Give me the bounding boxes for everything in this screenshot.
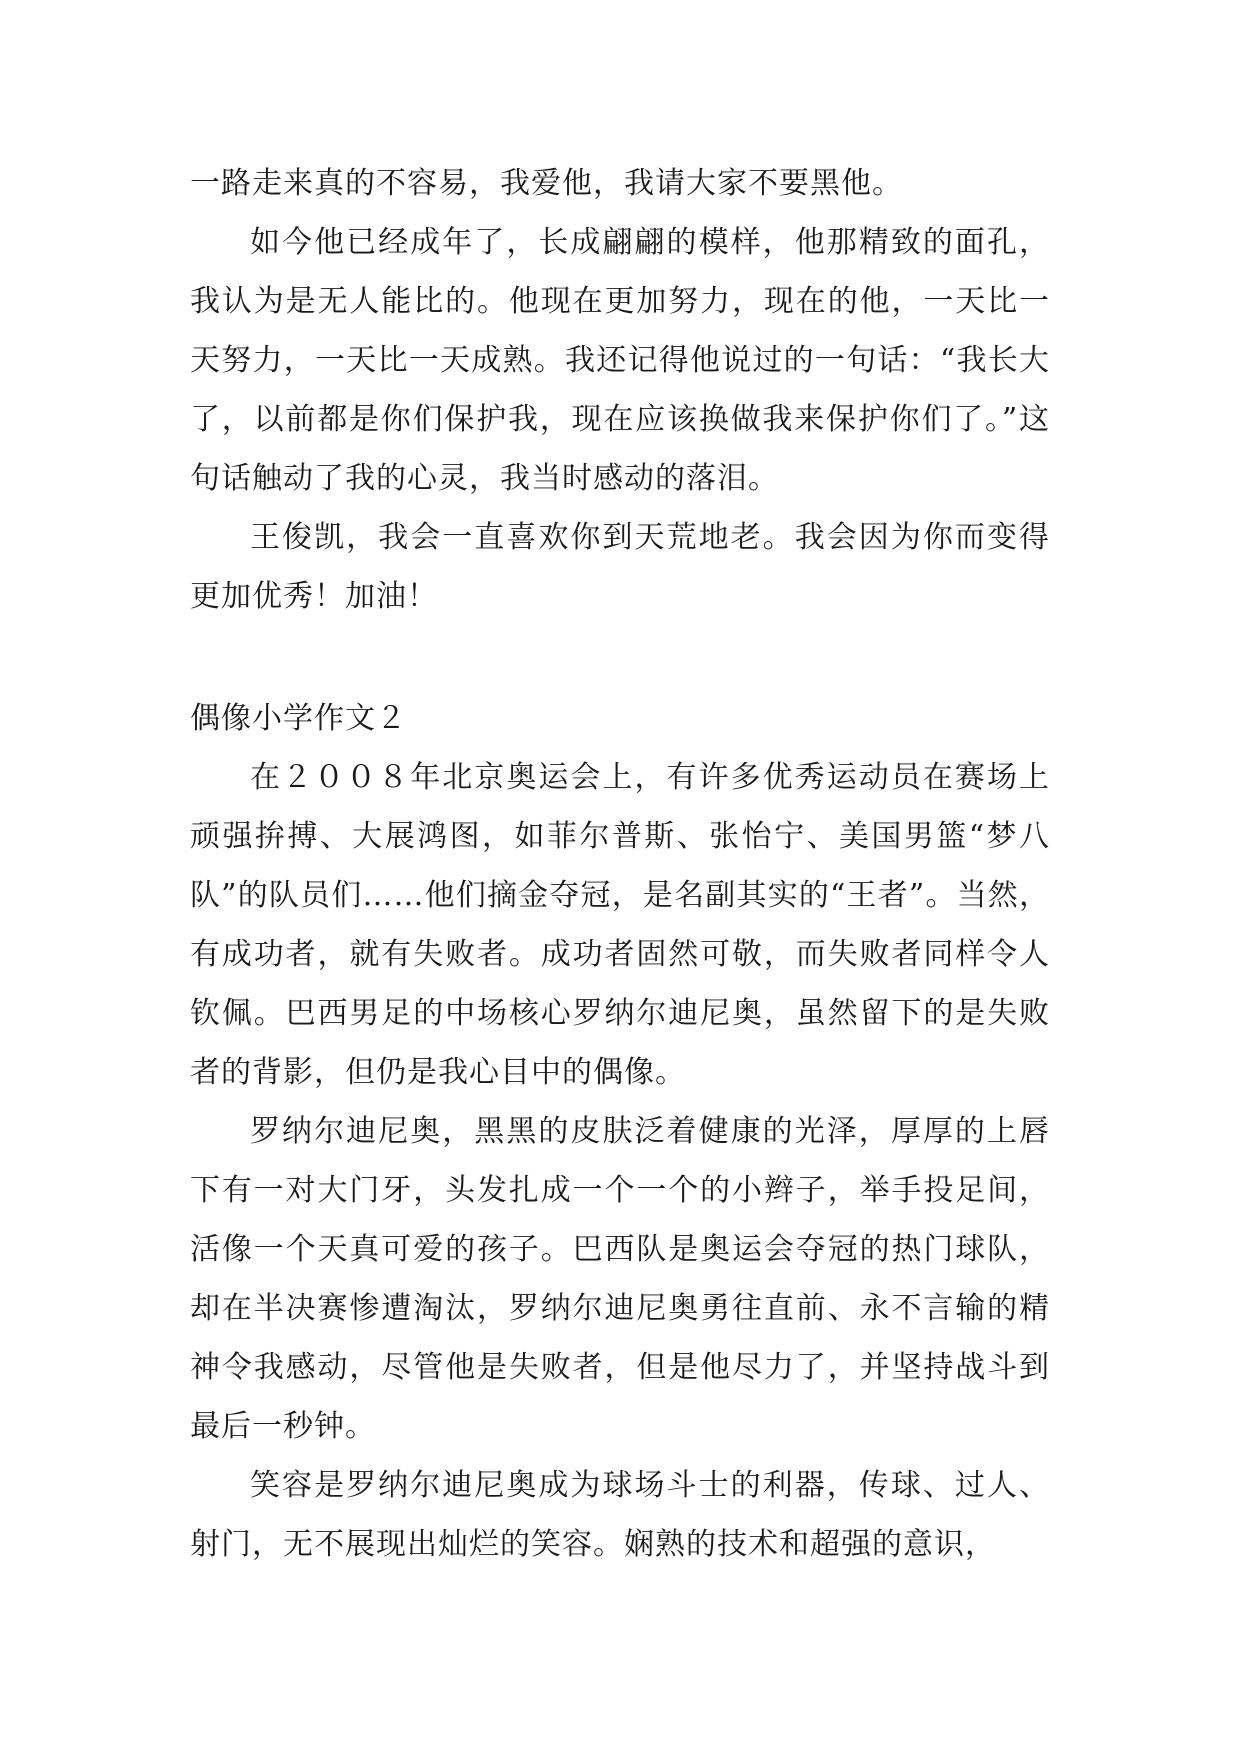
essay-section-2	[190, 689, 1050, 1574]
essay-section-1	[190, 154, 1050, 626]
paragraph: 在２００８年北京奥运会上，有许多优秀运动员在赛场上顽强拚搏、大展鸿图，如菲尔普斯、张怡宁、美国男篮“梦八队”的队员们……他们摘金夺冠，是名副其实的“王者”。当然，有成功者，就有失败者。成功者固然可敬，而失败者同样令人钦佩。巴西男足的中场核心罗纳尔迪尼奥，虽然留下的是失败者的背影，但仍是我心目中的偶像。	[190, 760, 1050, 1090]
paragraph: 王俊凯，我会一直喜欢你到天荒地老。我会因为你而变得更加优秀！加油！	[190, 520, 1050, 614]
paragraph-continuation: 一路走来真的不容易，我爱他，我请大家不要黑他。	[190, 166, 903, 201]
essay-heading: 偶像小学作文２	[190, 701, 407, 736]
paragraph: 罗纳尔迪尼奥，黑黑的皮肤泛着健康的光泽，厚厚的上唇下有一对大门牙，头发扎成一个一个的小辫子，举手投足间，活像一个天真可爱的孩子。巴西队是奥运会夺冠的热门球队，却在半决赛惨遭淘汰，罗纳尔迪尼奥勇往直前、永不言输的精神令我感动，尽管他是失败者，但是他尽力了，并坚持战斗到最后一秒钟。	[190, 1114, 1050, 1444]
paragraph: 如今他已经成年了，长成翩翩的模样，他那精致的面孔，我认为是无人能比的。他现在更加努力，现在的他，一天比一天努力，一天比一天成熟。我还记得他说过的一句话：“我长大了，以前都是你们保护我，现在应该换做我来保护你们了。”这句话触动了我的心灵，我当时感动的落泪。	[190, 225, 1050, 496]
paragraph: 笑容是罗纳尔迪尼奥成为球场斗士的利器，传球、过人、射门，无不展现出灿烂的笑容。娴熟的技术和超强的意识，	[190, 1468, 1050, 1562]
